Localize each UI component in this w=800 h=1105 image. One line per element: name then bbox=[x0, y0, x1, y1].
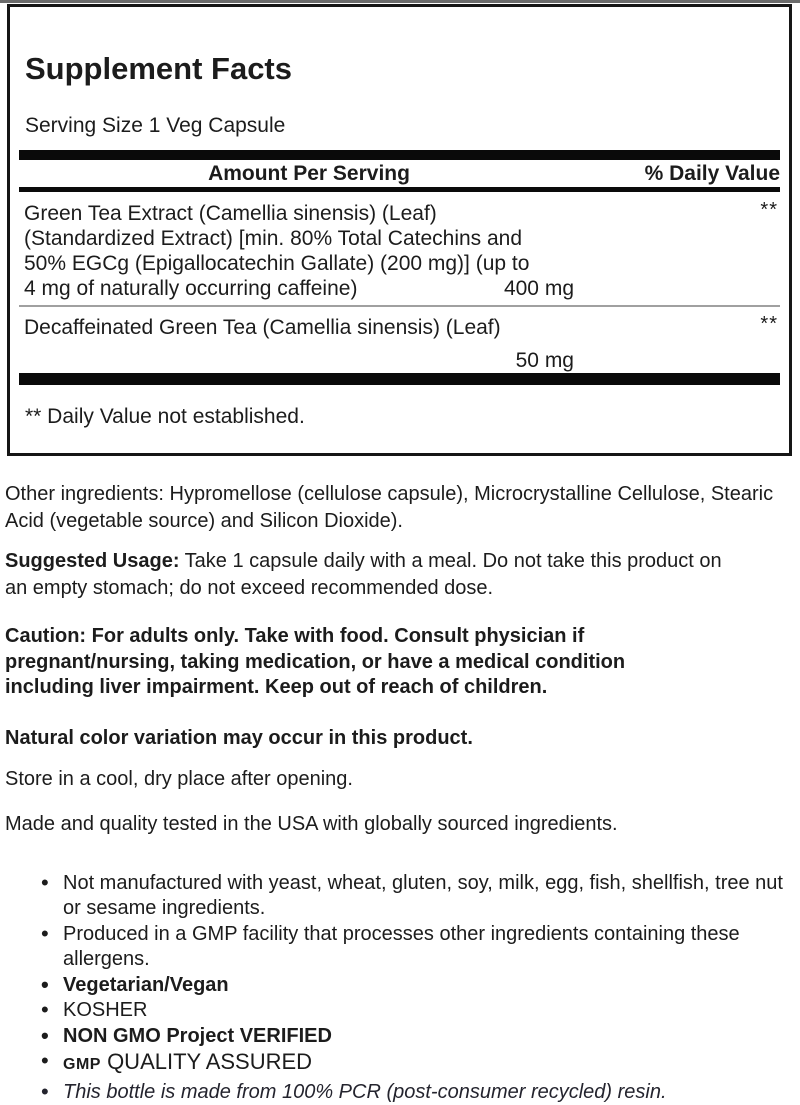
table-row-green-tea-extract bbox=[19, 192, 780, 301]
facts-table-header bbox=[19, 160, 780, 192]
gmp-lead-text: GMP bbox=[63, 1056, 101, 1073]
ingredient-line: Green Tea Extract (Camellia sinensis) (Leaf) bbox=[24, 201, 780, 226]
label-body-copy bbox=[5, 456, 795, 1105]
daily-value-footnote: ** Daily Value not established. bbox=[25, 404, 780, 430]
suggested-usage-paragraph bbox=[5, 548, 735, 602]
daily-value-header: % Daily Value bbox=[599, 162, 780, 186]
ingredient-line-end: 4 mg of naturally occurring caffeine) bbox=[24, 276, 357, 301]
list-item-allergen-free: • Not manufactured with yeast, wheat, gluten, soy, milk, egg, fish, shellfish, tree nut or sesame ingredients. bbox=[5, 871, 793, 922]
suggested-usage-text: Take 1 capsule daily with a meal. Do not take this product on an empty stomach; do not exceed recommended dose. bbox=[5, 550, 722, 599]
ingredient-line: (Standardized Extract) [min. 80% Total Catechins and bbox=[24, 226, 780, 251]
gmp-rest-text: QUALITY ASSURED bbox=[101, 1049, 312, 1074]
made-in-usa-note: Made and quality tested in the USA with globally sourced ingredients. bbox=[5, 811, 795, 837]
thick-divider-bar-bottom bbox=[19, 373, 780, 385]
list-item-non-gmo: • NON GMO Project VERIFIED bbox=[5, 1024, 793, 1050]
thick-divider-bar-top bbox=[19, 150, 780, 160]
daily-value-asterisks: ** bbox=[760, 312, 778, 337]
daily-value-asterisks: ** bbox=[760, 198, 778, 223]
amount-value: 50 mg bbox=[24, 348, 574, 373]
list-item-pcr-bottle: • This bottle is made from 100% PCR (post-consumer recycled) resin. bbox=[5, 1080, 793, 1105]
list-item-vegetarian-vegan: • Vegetarian/Vegan bbox=[5, 973, 793, 999]
natural-color-note: Natural color variation may occur in this product. bbox=[5, 725, 795, 751]
list-item-kosher: • KOSHER bbox=[5, 998, 793, 1024]
list-item-gmp-facility: • Produced in a GMP facility that processes other ingredients containing these allergens. bbox=[5, 922, 793, 973]
panel-title: Supplement Facts bbox=[25, 51, 780, 87]
feature-bullet-list bbox=[5, 871, 795, 1105]
supplement-facts-panel bbox=[7, 4, 792, 456]
ingredient-line: 50% EGCg (Epigallocatechin Gallate) (200 mg)] (up to bbox=[24, 251, 780, 276]
serving-size-text: Serving Size 1 Veg Capsule bbox=[25, 114, 780, 138]
caution-paragraph: Caution: For adults only. Take with food. Consult physician if pregnant/nursing, taking medication, or have a medical condition including liver impairment. Keep out of reach of children. bbox=[5, 624, 685, 701]
other-ingredients-paragraph: Other ingredients: Hypromellose (cellulose capsule), Microcrystalline Cellulose, Stearic Acid (vegetable source) and Silicon Dioxide). bbox=[5, 481, 775, 535]
suggested-usage-lead: Suggested Usage: bbox=[5, 550, 179, 572]
ingredient-amount-line bbox=[24, 276, 574, 301]
amount-per-serving-header: Amount Per Serving bbox=[19, 162, 599, 186]
amount-value: 400 mg bbox=[504, 276, 574, 301]
table-row-decaf-green-tea bbox=[19, 307, 780, 373]
ingredient-line: Decaffeinated Green Tea (Camellia sinensis) (Leaf) bbox=[24, 315, 780, 340]
list-item-gmp-quality bbox=[5, 1049, 793, 1078]
image-top-edge-line bbox=[0, 0, 800, 3]
storage-note: Store in a cool, dry place after opening. bbox=[5, 766, 795, 792]
